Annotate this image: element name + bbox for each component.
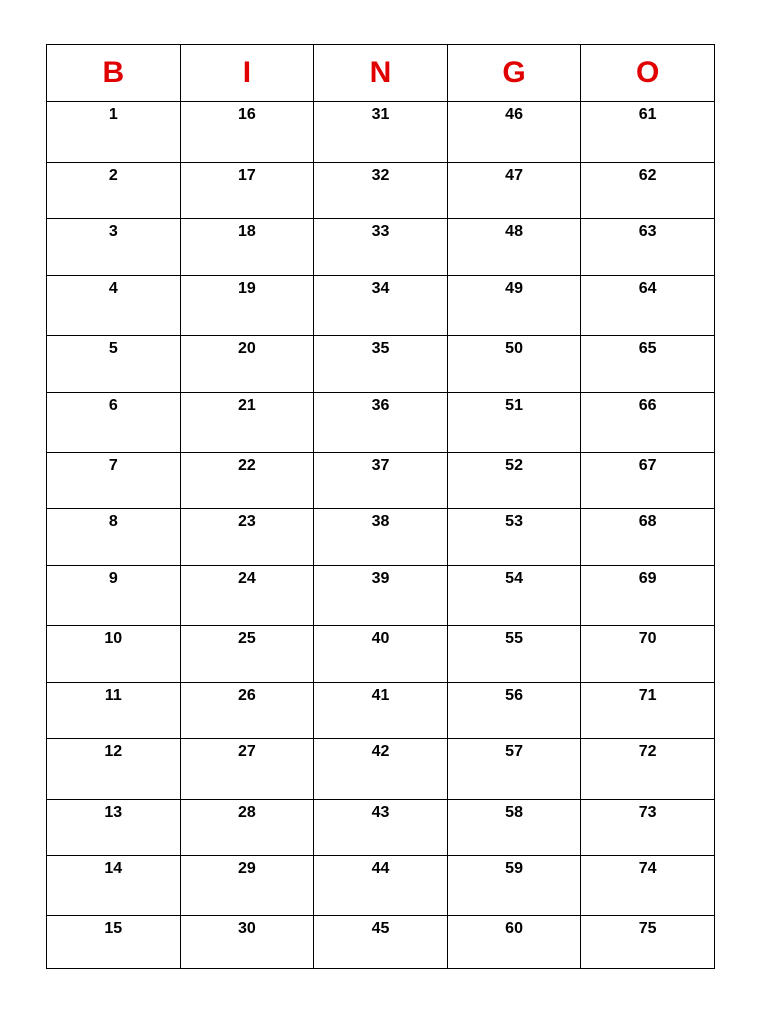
- number-cell: 30: [180, 916, 314, 969]
- table-row: [47, 800, 715, 856]
- number-cell: 75: [581, 916, 715, 969]
- number-cell: 14: [47, 856, 181, 916]
- number-cell: 20: [180, 336, 314, 393]
- number-cell: 47: [447, 163, 581, 219]
- number-cell: 56: [447, 683, 581, 739]
- header-n: N: [314, 45, 448, 102]
- table-row: [47, 683, 715, 739]
- number-cell: 65: [581, 336, 715, 393]
- table-row: [47, 566, 715, 626]
- number-cell: 38: [314, 509, 448, 566]
- number-cell: 11: [47, 683, 181, 739]
- number-cell: 26: [180, 683, 314, 739]
- number-cell: 55: [447, 626, 581, 683]
- table-row: [47, 163, 715, 219]
- number-cell: 62: [581, 163, 715, 219]
- number-cell: 19: [180, 276, 314, 336]
- header-o: O: [581, 45, 715, 102]
- number-cell: 23: [180, 509, 314, 566]
- number-cell: 39: [314, 566, 448, 626]
- number-cell: 74: [581, 856, 715, 916]
- number-cell: 10: [47, 626, 181, 683]
- number-cell: 25: [180, 626, 314, 683]
- number-cell: 28: [180, 800, 314, 856]
- number-cell: 40: [314, 626, 448, 683]
- number-cell: 41: [314, 683, 448, 739]
- number-cell: 48: [447, 219, 581, 276]
- number-cell: 69: [581, 566, 715, 626]
- number-cell: 33: [314, 219, 448, 276]
- number-cell: 67: [581, 453, 715, 509]
- number-cell: 18: [180, 219, 314, 276]
- number-cell: 73: [581, 800, 715, 856]
- number-cell: 58: [447, 800, 581, 856]
- number-cell: 45: [314, 916, 448, 969]
- number-cell: 34: [314, 276, 448, 336]
- table-row: [47, 453, 715, 509]
- bingo-table: [46, 44, 715, 969]
- number-cell: 46: [447, 102, 581, 163]
- number-cell: 64: [581, 276, 715, 336]
- number-cell: 72: [581, 739, 715, 800]
- number-cell: 54: [447, 566, 581, 626]
- number-cell: 22: [180, 453, 314, 509]
- table-row: [47, 393, 715, 453]
- header-i: I: [180, 45, 314, 102]
- number-cell: 12: [47, 739, 181, 800]
- number-cell: 24: [180, 566, 314, 626]
- number-cell: 61: [581, 102, 715, 163]
- table-row: [47, 276, 715, 336]
- header-row: [47, 45, 715, 102]
- number-cell: 4: [47, 276, 181, 336]
- number-cell: 8: [47, 509, 181, 566]
- number-cell: 66: [581, 393, 715, 453]
- table-row: [47, 916, 715, 969]
- number-cell: 63: [581, 219, 715, 276]
- number-cell: 2: [47, 163, 181, 219]
- number-cell: 44: [314, 856, 448, 916]
- number-cell: 32: [314, 163, 448, 219]
- header-g: G: [447, 45, 581, 102]
- number-cell: 13: [47, 800, 181, 856]
- table-row: [47, 219, 715, 276]
- number-cell: 29: [180, 856, 314, 916]
- number-cell: 50: [447, 336, 581, 393]
- number-cell: 49: [447, 276, 581, 336]
- number-cell: 35: [314, 336, 448, 393]
- number-cell: 16: [180, 102, 314, 163]
- number-cell: 7: [47, 453, 181, 509]
- number-cell: 15: [47, 916, 181, 969]
- number-cell: 21: [180, 393, 314, 453]
- number-cell: 6: [47, 393, 181, 453]
- number-cell: 60: [447, 916, 581, 969]
- table-row: [47, 856, 715, 916]
- number-cell: 27: [180, 739, 314, 800]
- number-cell: 9: [47, 566, 181, 626]
- number-cell: 52: [447, 453, 581, 509]
- number-cell: 36: [314, 393, 448, 453]
- number-cell: 42: [314, 739, 448, 800]
- number-cell: 68: [581, 509, 715, 566]
- number-cell: 3: [47, 219, 181, 276]
- table-row: [47, 739, 715, 800]
- number-cell: 31: [314, 102, 448, 163]
- number-cell: 57: [447, 739, 581, 800]
- table-row: [47, 102, 715, 163]
- number-cell: 53: [447, 509, 581, 566]
- number-cell: 5: [47, 336, 181, 393]
- table-row: [47, 336, 715, 393]
- number-cell: 59: [447, 856, 581, 916]
- number-cell: 70: [581, 626, 715, 683]
- number-cell: 1: [47, 102, 181, 163]
- table-row: [47, 509, 715, 566]
- bingo-body: [47, 102, 715, 969]
- number-cell: 71: [581, 683, 715, 739]
- number-cell: 37: [314, 453, 448, 509]
- number-cell: 51: [447, 393, 581, 453]
- number-cell: 17: [180, 163, 314, 219]
- table-row: [47, 626, 715, 683]
- number-cell: 43: [314, 800, 448, 856]
- header-b: B: [47, 45, 181, 102]
